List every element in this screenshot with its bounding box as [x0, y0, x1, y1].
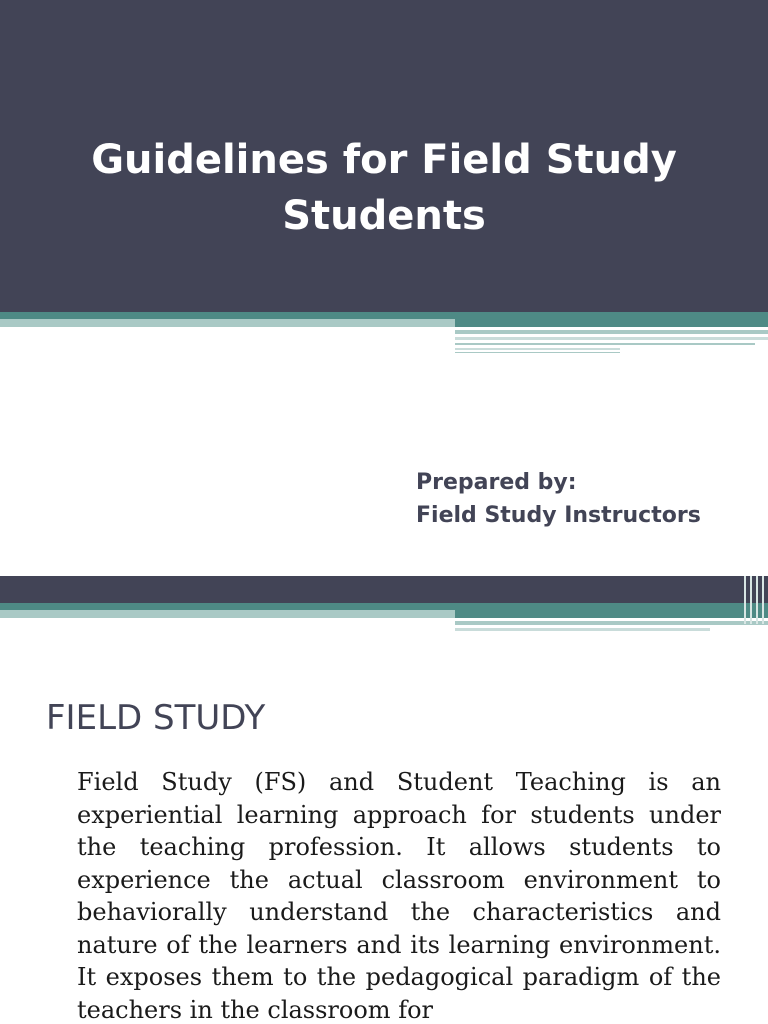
- title-header-band: [0, 0, 768, 312]
- content-header-band: [0, 576, 768, 603]
- slide-title: Guidelines for Field Study Students: [91, 137, 677, 239]
- slide-heading: FIELD STUDY: [46, 698, 266, 738]
- content-slide: [0, 576, 768, 1024]
- prepared-by-value: Field Study Instructors: [416, 503, 701, 528]
- slide-body-text: Field Study (FS) and Student Teaching is an experiential learning approach for students under the teaching profession. It allows students to experience the actual classroom environment to behaviorally understand the characteristics and nature of the learners and its learning environment. It exposes them to the pedagogical paradigm of the teachers in the classroom for: [77, 768, 721, 1024]
- prepared-by-label: Prepared by:: [416, 470, 577, 495]
- prepared-by: [416, 466, 701, 532]
